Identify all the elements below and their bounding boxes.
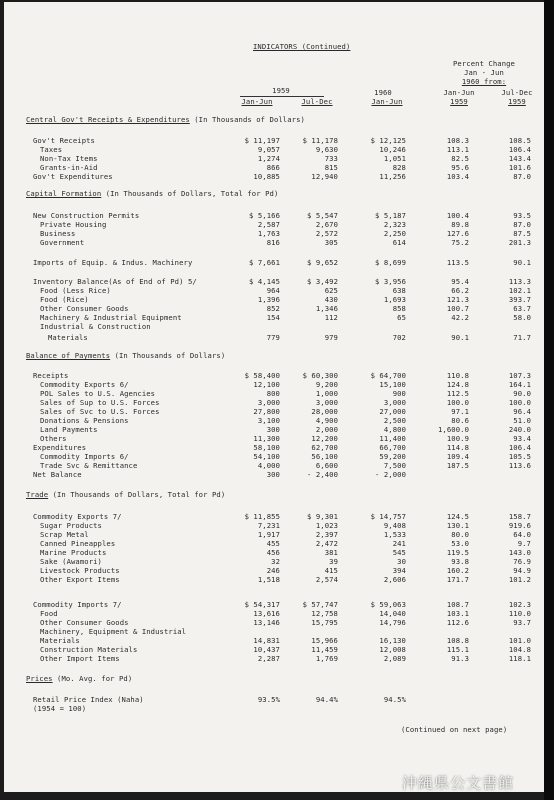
row-value-col5: 101.6 <box>508 163 531 172</box>
row-label: Expenditures <box>33 443 87 452</box>
col-1959-jan-jun: Jan-Jun <box>241 97 273 106</box>
row-label: Other Consumer Goods <box>40 304 129 313</box>
row-label: Machinery, Equipment & Industrial <box>40 627 187 636</box>
row-value-col2: 4,900 <box>315 416 338 425</box>
row-label: Taxes <box>40 145 63 154</box>
section-heading-label: Capital Formation <box>26 189 102 198</box>
row-value-col5: 143.4 <box>508 154 531 163</box>
section-heading <box>26 351 225 360</box>
row-value-col1: 54,100 <box>253 452 280 461</box>
row-label: Marine Products <box>40 548 107 557</box>
row-label: Others <box>40 434 67 443</box>
col-1959-jul-dec: Jul-Dec <box>301 97 333 106</box>
row-value-col5: 93.5 <box>513 211 531 220</box>
row-value-col4: 80.6 <box>451 416 469 425</box>
row-value-col1: $ 11,197 <box>244 136 280 145</box>
row-label: Retail Price Index (Naha) <box>33 695 144 704</box>
row-value-col3: 702 <box>392 333 406 342</box>
row-value-col4: 53.0 <box>451 539 469 548</box>
row-value-col2: 9,200 <box>315 380 338 389</box>
row-value-col2: 28,000 <box>311 407 338 416</box>
row-value-col3: 30 <box>397 557 406 566</box>
row-value-col3: $ 12,125 <box>370 136 406 145</box>
row-value-col1: 964 <box>266 286 280 295</box>
row-value-col4: 115.1 <box>446 645 469 654</box>
row-value-col3: 7,500 <box>383 461 406 470</box>
row-value-col2: $ 9,301 <box>307 512 338 521</box>
row-value-col2: 6,600 <box>315 461 338 470</box>
row-value-col3: 2,250 <box>383 229 406 238</box>
section-heading-note: (Mo. Avg. for Pd) <box>57 674 133 683</box>
row-value-col5: 102.1 <box>508 286 531 295</box>
archive-stamp: 沖縄県公文書館 <box>402 774 515 792</box>
row-value-col3: $ 8,699 <box>375 258 406 267</box>
row-label: Food (Rice) <box>40 295 89 304</box>
percent-change-heading-1: Percent Change <box>453 59 515 68</box>
row-value-col4: 160.2 <box>446 566 469 575</box>
col-pct-jan-jun-year: 1959 <box>450 97 468 106</box>
section-heading-label: Balance of Payments <box>26 351 111 360</box>
section-heading-note: (In Thousands of Dollars) <box>114 351 226 360</box>
row-label: Other Export Items <box>40 575 120 584</box>
scan-border <box>544 0 554 800</box>
row-value-col4: 103.1 <box>446 609 469 618</box>
row-value-col3: 1,533 <box>383 530 406 539</box>
row-value-col2: 39 <box>329 557 338 566</box>
row-value-col2: 62,700 <box>311 443 338 452</box>
row-value-col5: 101.0 <box>508 636 531 645</box>
row-label: Construction Materials <box>40 645 138 654</box>
row-value-col4: 187.5 <box>446 461 469 470</box>
row-value-col1: 13,146 <box>253 618 280 627</box>
row-value-col4: 75.2 <box>451 238 469 247</box>
row-value-col4: 127.6 <box>446 229 469 238</box>
row-label: Commodity Imports 6/ <box>40 452 129 461</box>
row-value-col3: 14,796 <box>379 618 406 627</box>
row-value-col4: 110.8 <box>446 371 469 380</box>
section-heading <box>26 490 225 499</box>
row-value-col1: 456 <box>266 548 280 557</box>
row-value-col2: 9,630 <box>315 145 338 154</box>
row-value-col1: 12,100 <box>253 380 280 389</box>
row-value-col3: $ 64,700 <box>370 371 406 380</box>
row-value-col1: 300 <box>266 425 280 434</box>
row-value-col2: 430 <box>324 295 338 304</box>
row-value-col3: 59,200 <box>379 452 406 461</box>
row-value-col1: 3,100 <box>257 416 280 425</box>
row-value-col2: 1,000 <box>315 389 338 398</box>
percent-change-heading-3: 1960 from: <box>461 77 507 86</box>
row-value-col3: 2,323 <box>383 220 406 229</box>
row-value-col5: 201.3 <box>508 238 531 247</box>
row-label: Gov't Receipts <box>33 136 95 145</box>
row-value-col1: 13,616 <box>253 609 280 618</box>
row-value-col2: $ 57,747 <box>302 600 338 609</box>
row-value-col1: $ 7,661 <box>249 258 280 267</box>
row-value-col1: $ 4,145 <box>249 277 280 286</box>
section-heading-label: Trade <box>26 490 49 499</box>
row-value-col5: 143.0 <box>508 548 531 557</box>
row-value-col4: 100.0 <box>446 398 469 407</box>
row-label: Other Import Items <box>40 654 120 663</box>
row-label: Net Balance <box>33 470 82 479</box>
row-label: Scrap Metal <box>40 530 89 539</box>
row-value-col3: 16,130 <box>379 636 406 645</box>
page-title: INDICATORS (Continued) <box>253 42 351 51</box>
row-label: Canned Pineapples <box>40 539 116 548</box>
row-value-col5: 93.7 <box>513 618 531 627</box>
row-value-col5: 96.4 <box>513 407 531 416</box>
row-label: Materials <box>48 333 88 342</box>
row-label: Grants-in-Aid <box>40 163 98 172</box>
row-label: Livestock Products <box>40 566 120 575</box>
row-value-col1: 1,518 <box>257 575 280 584</box>
row-value-col1: 300 <box>266 470 280 479</box>
row-label: Private Housing <box>40 220 107 229</box>
row-value-col4: 124.5 <box>446 512 469 521</box>
row-value-col3: 2,606 <box>383 575 406 584</box>
row-value-col1: 1,396 <box>257 295 280 304</box>
row-label: Receipts <box>33 371 69 380</box>
row-value-col2: 12,758 <box>311 609 338 618</box>
row-value-col2: 415 <box>324 566 338 575</box>
row-value-col1: 246 <box>266 566 280 575</box>
row-value-col2: 2,472 <box>315 539 338 548</box>
row-value-col4: 124.8 <box>446 380 469 389</box>
row-label: Imports of Equip. & Indus. Machinery <box>33 258 193 267</box>
row-value-col3: 11,400 <box>379 434 406 443</box>
row-label: Business <box>40 229 76 238</box>
row-label: Commodity Exports 7/ <box>33 512 122 521</box>
row-value-col4: 80.0 <box>451 530 469 539</box>
row-value-col2: 112 <box>324 313 338 322</box>
section-heading-note: (In Thousands of Dollars) <box>194 115 305 124</box>
section-heading <box>26 115 305 124</box>
row-value-col1: 455 <box>266 539 280 548</box>
row-label: Non-Tax Items <box>40 154 98 163</box>
row-label: Sake (Awamori) <box>40 557 102 566</box>
row-value-col5: 104.8 <box>508 645 531 654</box>
row-value-col4: 103.4 <box>446 172 469 181</box>
col-pct-jul-dec: Jul-Dec <box>501 88 533 97</box>
row-value-col2: 979 <box>324 333 338 342</box>
row-value-col2: 11,459 <box>311 645 338 654</box>
row-value-col5: 90.1 <box>513 258 531 267</box>
row-value-col4: 119.5 <box>446 548 469 557</box>
row-value-col4: 42.2 <box>451 313 469 322</box>
row-value-col4: 100.9 <box>446 434 469 443</box>
row-value-col5: 58.0 <box>513 313 531 322</box>
row-value-col5: 164.1 <box>508 380 531 389</box>
row-value-col3: 2,500 <box>383 416 406 425</box>
row-label: Land Payments <box>40 425 98 434</box>
row-value-col2: $ 60,300 <box>302 371 338 380</box>
row-value-col4: 109.4 <box>446 452 469 461</box>
row-value-col2: 56,100 <box>311 452 338 461</box>
row-value-col2: 305 <box>324 238 338 247</box>
row-value-col3: 1,051 <box>383 154 406 163</box>
row-value-col4: 97.1 <box>451 407 469 416</box>
document-page <box>4 2 544 792</box>
row-value-col5: 240.0 <box>508 425 531 434</box>
row-value-col1: 2,287 <box>257 654 280 663</box>
row-value-col3: 241 <box>392 539 406 548</box>
row-value-col1: $ 11,855 <box>244 512 280 521</box>
row-value-col2: 12,940 <box>311 172 338 181</box>
section-heading-label: Central Gov't Receipts & Expenditures <box>26 115 190 124</box>
row-label: Materials <box>40 636 80 645</box>
row-label: POL Sales to U.S. Agencies <box>40 389 156 398</box>
row-value-col1: 800 <box>266 389 280 398</box>
row-value-col3: $ 59,063 <box>370 600 406 609</box>
row-value-col1: 10,437 <box>253 645 280 654</box>
row-value-col2: 625 <box>324 286 338 295</box>
row-value-col4: 66.2 <box>451 286 469 295</box>
row-value-col1: 14,831 <box>253 636 280 645</box>
row-value-col1: 93.5% <box>257 695 280 704</box>
row-value-col4: 108.8 <box>446 636 469 645</box>
row-value-col5: 90.0 <box>513 389 531 398</box>
row-label: (1954 = 100) <box>33 704 87 713</box>
row-label: New Construction Permits <box>33 211 140 220</box>
row-value-col2: 1,769 <box>315 654 338 663</box>
row-value-col5: 63.7 <box>513 304 531 313</box>
row-value-col4: 121.3 <box>446 295 469 304</box>
row-value-col2: $ 11,178 <box>302 136 338 145</box>
row-label: Commodity Imports 7/ <box>33 600 122 609</box>
row-value-col4: 82.5 <box>451 154 469 163</box>
row-value-col5: 110.0 <box>508 609 531 618</box>
row-value-col5: 113.6 <box>508 461 531 470</box>
row-value-col4: 114.8 <box>446 443 469 452</box>
row-value-col5: 106.4 <box>508 145 531 154</box>
row-label: Trade Svc & Remittance <box>40 461 138 470</box>
row-value-col1: 1,763 <box>257 229 280 238</box>
row-value-col1: $ 58,400 <box>244 371 280 380</box>
col-pct-jul-dec-year: 1959 <box>508 97 526 106</box>
row-label: Other Consumer Goods <box>40 618 129 627</box>
row-value-col2: $ 5,547 <box>307 211 338 220</box>
continued-note: (Continued on next page) <box>401 725 508 734</box>
percent-change-heading-2: Jan - Jun <box>464 68 504 77</box>
row-value-col4: 113.5 <box>446 258 469 267</box>
row-value-col3: 12,008 <box>379 645 406 654</box>
row-label: Inventory Balance(As of End of Pd) 5/ <box>33 277 197 286</box>
row-value-col4: 95.6 <box>451 163 469 172</box>
row-label: Donations & Pensions <box>40 416 129 425</box>
row-value-col4: 95.4 <box>451 277 469 286</box>
row-value-col1: 10,885 <box>253 172 280 181</box>
row-value-col5: 76.9 <box>513 557 531 566</box>
row-value-col1: 1,274 <box>257 154 280 163</box>
row-value-col4: 108.7 <box>446 600 469 609</box>
row-label: Machinery & Industrial Equipment <box>40 313 182 322</box>
row-value-col4: 130.1 <box>446 521 469 530</box>
row-value-col3: 1,693 <box>383 295 406 304</box>
row-value-col1: $ 54,317 <box>244 600 280 609</box>
row-value-col5: 108.5 <box>508 136 531 145</box>
row-label: Sales of Sup to U.S. Forces <box>40 398 160 407</box>
row-label: Sales of Svc to U.S. Forces <box>40 407 160 416</box>
row-value-col1: 2,587 <box>257 220 280 229</box>
row-value-col3: 2,089 <box>383 654 406 663</box>
year-1960-label: 1960 <box>374 88 392 97</box>
row-value-col2: 381 <box>324 548 338 557</box>
row-value-col5: 113.3 <box>508 277 531 286</box>
row-label: Government <box>40 238 85 247</box>
row-value-col2: - 2,400 <box>307 470 338 479</box>
col-pct-jan-jun: Jan-Jun <box>443 88 475 97</box>
row-value-col3: 14,040 <box>379 609 406 618</box>
row-label: Food <box>40 609 58 618</box>
row-value-col3: 394 <box>392 566 406 575</box>
row-value-col4: 112.6 <box>446 618 469 627</box>
row-value-col4: 100.7 <box>446 304 469 313</box>
row-value-col3: 15,100 <box>379 380 406 389</box>
row-value-col5: 87.0 <box>513 172 531 181</box>
row-value-col3: 3,000 <box>383 398 406 407</box>
row-value-col4: 113.1 <box>446 145 469 154</box>
row-value-col3: $ 5,187 <box>375 211 406 220</box>
year-1959-label: 1959 <box>272 86 290 95</box>
row-value-col5: 100.0 <box>508 398 531 407</box>
row-value-col5: 101.2 <box>508 575 531 584</box>
row-value-col5: 71.7 <box>513 333 531 342</box>
row-value-col4: 91.3 <box>451 654 469 663</box>
row-value-col5: 102.3 <box>508 600 531 609</box>
row-value-col3: 4,800 <box>383 425 406 434</box>
row-value-col5: 106.4 <box>508 443 531 452</box>
row-value-col4: 108.3 <box>446 136 469 145</box>
row-value-col3: 858 <box>392 304 406 313</box>
row-value-col5: 919.6 <box>508 521 531 530</box>
row-value-col3: 614 <box>392 238 406 247</box>
section-heading <box>26 674 132 683</box>
row-value-col3: 9,408 <box>383 521 406 530</box>
row-value-col3: $ 14,757 <box>370 512 406 521</box>
row-value-col1: 1,917 <box>257 530 280 539</box>
row-value-col5: 94.9 <box>513 566 531 575</box>
row-value-col2: 733 <box>324 154 338 163</box>
row-value-col3: 828 <box>392 163 406 172</box>
row-value-col2: 94.4% <box>315 695 338 704</box>
row-value-col2: 815 <box>324 163 338 172</box>
row-value-col2: 2,397 <box>315 530 338 539</box>
row-value-col2: 3,000 <box>315 398 338 407</box>
row-value-col3: 65 <box>397 313 406 322</box>
row-value-col5: 158.7 <box>508 512 531 521</box>
row-value-col1: 816 <box>266 238 280 247</box>
row-value-col1: 9,057 <box>257 145 280 154</box>
row-value-col3: 638 <box>392 286 406 295</box>
row-value-col5: 393.7 <box>508 295 531 304</box>
row-label: Food (Less Rice) <box>40 286 111 295</box>
row-value-col4: 171.7 <box>446 575 469 584</box>
row-value-col1: 58,100 <box>253 443 280 452</box>
row-value-col2: 2,574 <box>315 575 338 584</box>
section-heading-label: Prices <box>26 674 53 683</box>
row-value-col4: 89.8 <box>451 220 469 229</box>
row-value-col4: 112.5 <box>446 389 469 398</box>
row-value-col2: 2,670 <box>315 220 338 229</box>
row-value-col4: 100.4 <box>446 211 469 220</box>
row-value-col1: 779 <box>266 333 280 342</box>
row-value-col1: 7,231 <box>257 521 280 530</box>
row-label: Gov't Expenditures <box>33 172 113 181</box>
row-value-col5: 93.4 <box>513 434 531 443</box>
row-value-col3: 94.5% <box>383 695 406 704</box>
row-value-col2: 12,200 <box>311 434 338 443</box>
row-value-col5: 107.3 <box>508 371 531 380</box>
row-value-col2: 2,572 <box>315 229 338 238</box>
row-value-col5: 118.1 <box>508 654 531 663</box>
row-value-col5: 51.0 <box>513 416 531 425</box>
row-value-col5: 87.0 <box>513 220 531 229</box>
row-value-col2: 2,000 <box>315 425 338 434</box>
row-value-col1: 27,800 <box>253 407 280 416</box>
row-value-col3: 545 <box>392 548 406 557</box>
section-heading <box>26 189 278 198</box>
row-value-col2: $ 9,652 <box>307 258 338 267</box>
row-label: Commodity Exports 6/ <box>40 380 129 389</box>
row-value-col2: $ 3,492 <box>307 277 338 286</box>
row-value-col3: - 2,000 <box>375 470 406 479</box>
row-value-col5: 9.7 <box>517 539 531 548</box>
row-value-col1: $ 5,166 <box>249 211 280 220</box>
row-value-col3: $ 3,956 <box>375 277 406 286</box>
row-value-col3: 66,700 <box>379 443 406 452</box>
row-value-col4: 1,600.0 <box>438 425 469 434</box>
row-value-col1: 154 <box>266 313 280 322</box>
row-value-col2: 15,966 <box>311 636 338 645</box>
row-value-col2: 1,346 <box>315 304 338 313</box>
section-heading-note: (In Thousands of Dollars, Total for Pd) <box>52 490 226 499</box>
row-label: Sugar Products <box>40 521 102 530</box>
row-value-col1: 4,000 <box>257 461 280 470</box>
row-value-col4: 90.1 <box>451 333 469 342</box>
row-value-col1: 852 <box>266 304 280 313</box>
row-label: Industrial & Construction <box>40 322 151 331</box>
row-value-col3: 900 <box>392 389 406 398</box>
row-value-col1: 866 <box>266 163 280 172</box>
row-value-col3: 10,246 <box>379 145 406 154</box>
row-value-col5: 64.0 <box>513 530 531 539</box>
row-value-col1: 32 <box>271 557 280 566</box>
row-value-col3: 11,256 <box>379 172 406 181</box>
row-value-col1: 3,000 <box>257 398 280 407</box>
row-value-col3: 27,000 <box>379 407 406 416</box>
col-1960-jan-jun: Jan-Jun <box>371 97 403 106</box>
row-value-col4: 93.8 <box>451 557 469 566</box>
row-value-col2: 15,795 <box>311 618 338 627</box>
section-heading-note: (In Thousands of Dollars, Total for Pd) <box>105 189 279 198</box>
row-value-col5: 87.5 <box>513 229 531 238</box>
row-value-col5: 105.5 <box>508 452 531 461</box>
row-value-col1: 11,300 <box>253 434 280 443</box>
row-value-col2: 1,023 <box>315 521 338 530</box>
